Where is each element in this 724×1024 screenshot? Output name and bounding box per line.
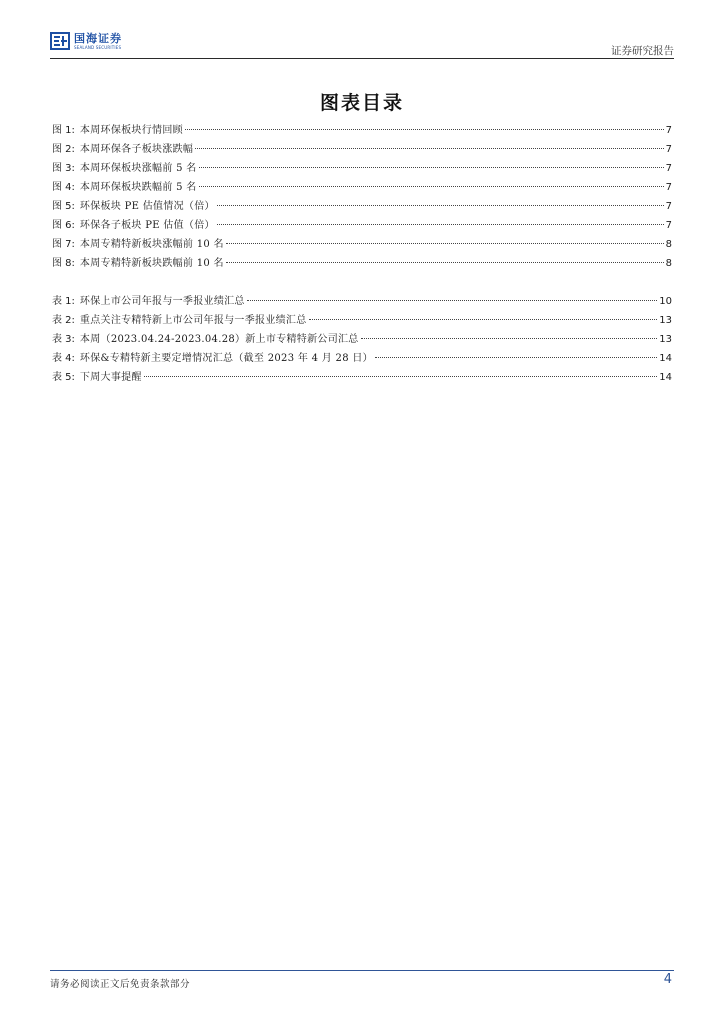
- toc-leader-dots: [185, 129, 664, 130]
- toc-entry-figure-6[interactable]: [52, 216, 672, 235]
- toc-label: 图 4:: [52, 182, 75, 193]
- toc-leader-dots: [199, 167, 664, 168]
- toc-entry-figure-4[interactable]: [52, 178, 672, 197]
- toc-leader-dots: [226, 262, 664, 263]
- toc-label: 表 3:: [52, 334, 75, 345]
- toc-label: 图 1:: [52, 125, 75, 136]
- toc-label: 表 4:: [52, 353, 75, 364]
- footer-divider: [50, 970, 674, 971]
- toc-entry-table-2[interactable]: [52, 311, 672, 330]
- toc-title: 本周专精特新板块涨幅前 10 名: [79, 239, 224, 250]
- footer-disclaimer: 请务必阅读正文后免责条款部分: [50, 979, 191, 990]
- toc-page: 8: [665, 258, 672, 269]
- toc-title: 本周环保板块涨幅前 5 名: [79, 163, 197, 174]
- toc-leader-dots: [309, 319, 658, 320]
- toc-page: 14: [659, 353, 672, 364]
- figure-list: [52, 121, 672, 273]
- toc-title: 重点关注专精特新上市公司年报与一季报业绩汇总: [79, 315, 307, 326]
- toc-title: 本周专精特新板块跌幅前 10 名: [79, 258, 224, 269]
- header-divider: [50, 58, 674, 59]
- toc-entry-figure-5[interactable]: [52, 197, 672, 216]
- toc-title: 环保&专精特新主要定增情况汇总（截至 2023 年 4 月 28 日）: [79, 353, 373, 364]
- toc-leader-dots: [247, 300, 658, 301]
- sealand-logo-icon: [50, 31, 70, 51]
- toc-title: 本周环保板块行情回顾: [79, 125, 183, 136]
- toc-leader-dots: [217, 205, 664, 206]
- toc-leader-dots: [144, 376, 658, 377]
- toc-entry-figure-3[interactable]: [52, 159, 672, 178]
- toc-page: 13: [659, 315, 672, 326]
- toc-entry-figure-8[interactable]: [52, 254, 672, 273]
- brand-name-cn: 国海证券: [74, 31, 122, 45]
- toc-entry-figure-7[interactable]: [52, 235, 672, 254]
- toc-title: 环保板块 PE 估值情况（倍）: [79, 201, 215, 212]
- brand-name-en: SEALAND SECURITIES: [74, 44, 122, 50]
- toc-label: 图 8:: [52, 258, 75, 269]
- page-number: 4: [663, 972, 672, 987]
- page-header: [50, 28, 674, 60]
- toc-leader-dots: [199, 186, 664, 187]
- toc-label: 表 1:: [52, 296, 75, 307]
- toc-page: 7: [665, 220, 672, 231]
- toc-label: 表 2:: [52, 315, 75, 326]
- toc-label: 表 5:: [52, 372, 75, 383]
- toc-title: 下周大事提醒: [79, 372, 142, 383]
- toc-entry-figure-1[interactable]: [52, 121, 672, 140]
- sealand-logo: [50, 31, 122, 51]
- toc-page: 7: [665, 125, 672, 136]
- toc-page: 8: [665, 239, 672, 250]
- toc-entry-table-3[interactable]: [52, 330, 672, 349]
- toc-leader-dots: [226, 243, 664, 244]
- toc-entry-table-5[interactable]: [52, 368, 672, 387]
- toc-page: 14: [659, 372, 672, 383]
- toc-title: 本周环保各子板块涨跌幅: [79, 144, 194, 155]
- toc-page: 7: [665, 201, 672, 212]
- toc-page: 7: [665, 182, 672, 193]
- toc-leader-dots: [217, 224, 664, 225]
- toc-leader-dots: [375, 357, 657, 358]
- toc-label: 图 6:: [52, 220, 75, 231]
- toc-page: 7: [665, 163, 672, 174]
- toc-leader-dots: [195, 148, 663, 149]
- toc-title: 环保各子板块 PE 估值（倍）: [79, 220, 215, 231]
- toc-label: 图 2:: [52, 144, 75, 155]
- toc-title: 本周（2023.04.24-2023.04.28）新上市专精特新公司汇总: [79, 334, 359, 345]
- table-list: [52, 292, 672, 387]
- toc-label: 图 3:: [52, 163, 75, 174]
- toc-page: 10: [659, 296, 672, 307]
- toc-title: 环保上市公司年报与一季报业绩汇总: [79, 296, 245, 307]
- toc-leader-dots: [361, 338, 658, 339]
- toc-entry-table-4[interactable]: [52, 349, 672, 368]
- toc-title: 本周环保板块跌幅前 5 名: [79, 182, 197, 193]
- toc-label: 图 5:: [52, 201, 75, 212]
- toc-page: 7: [665, 144, 672, 155]
- toc-label: 图 7:: [52, 239, 75, 250]
- toc-entry-table-1[interactable]: [52, 292, 672, 311]
- toc-page: 13: [659, 334, 672, 345]
- toc-entry-figure-2[interactable]: [52, 140, 672, 159]
- report-type: 证券研究报告: [611, 45, 674, 57]
- page-title: 图表目录: [319, 92, 404, 114]
